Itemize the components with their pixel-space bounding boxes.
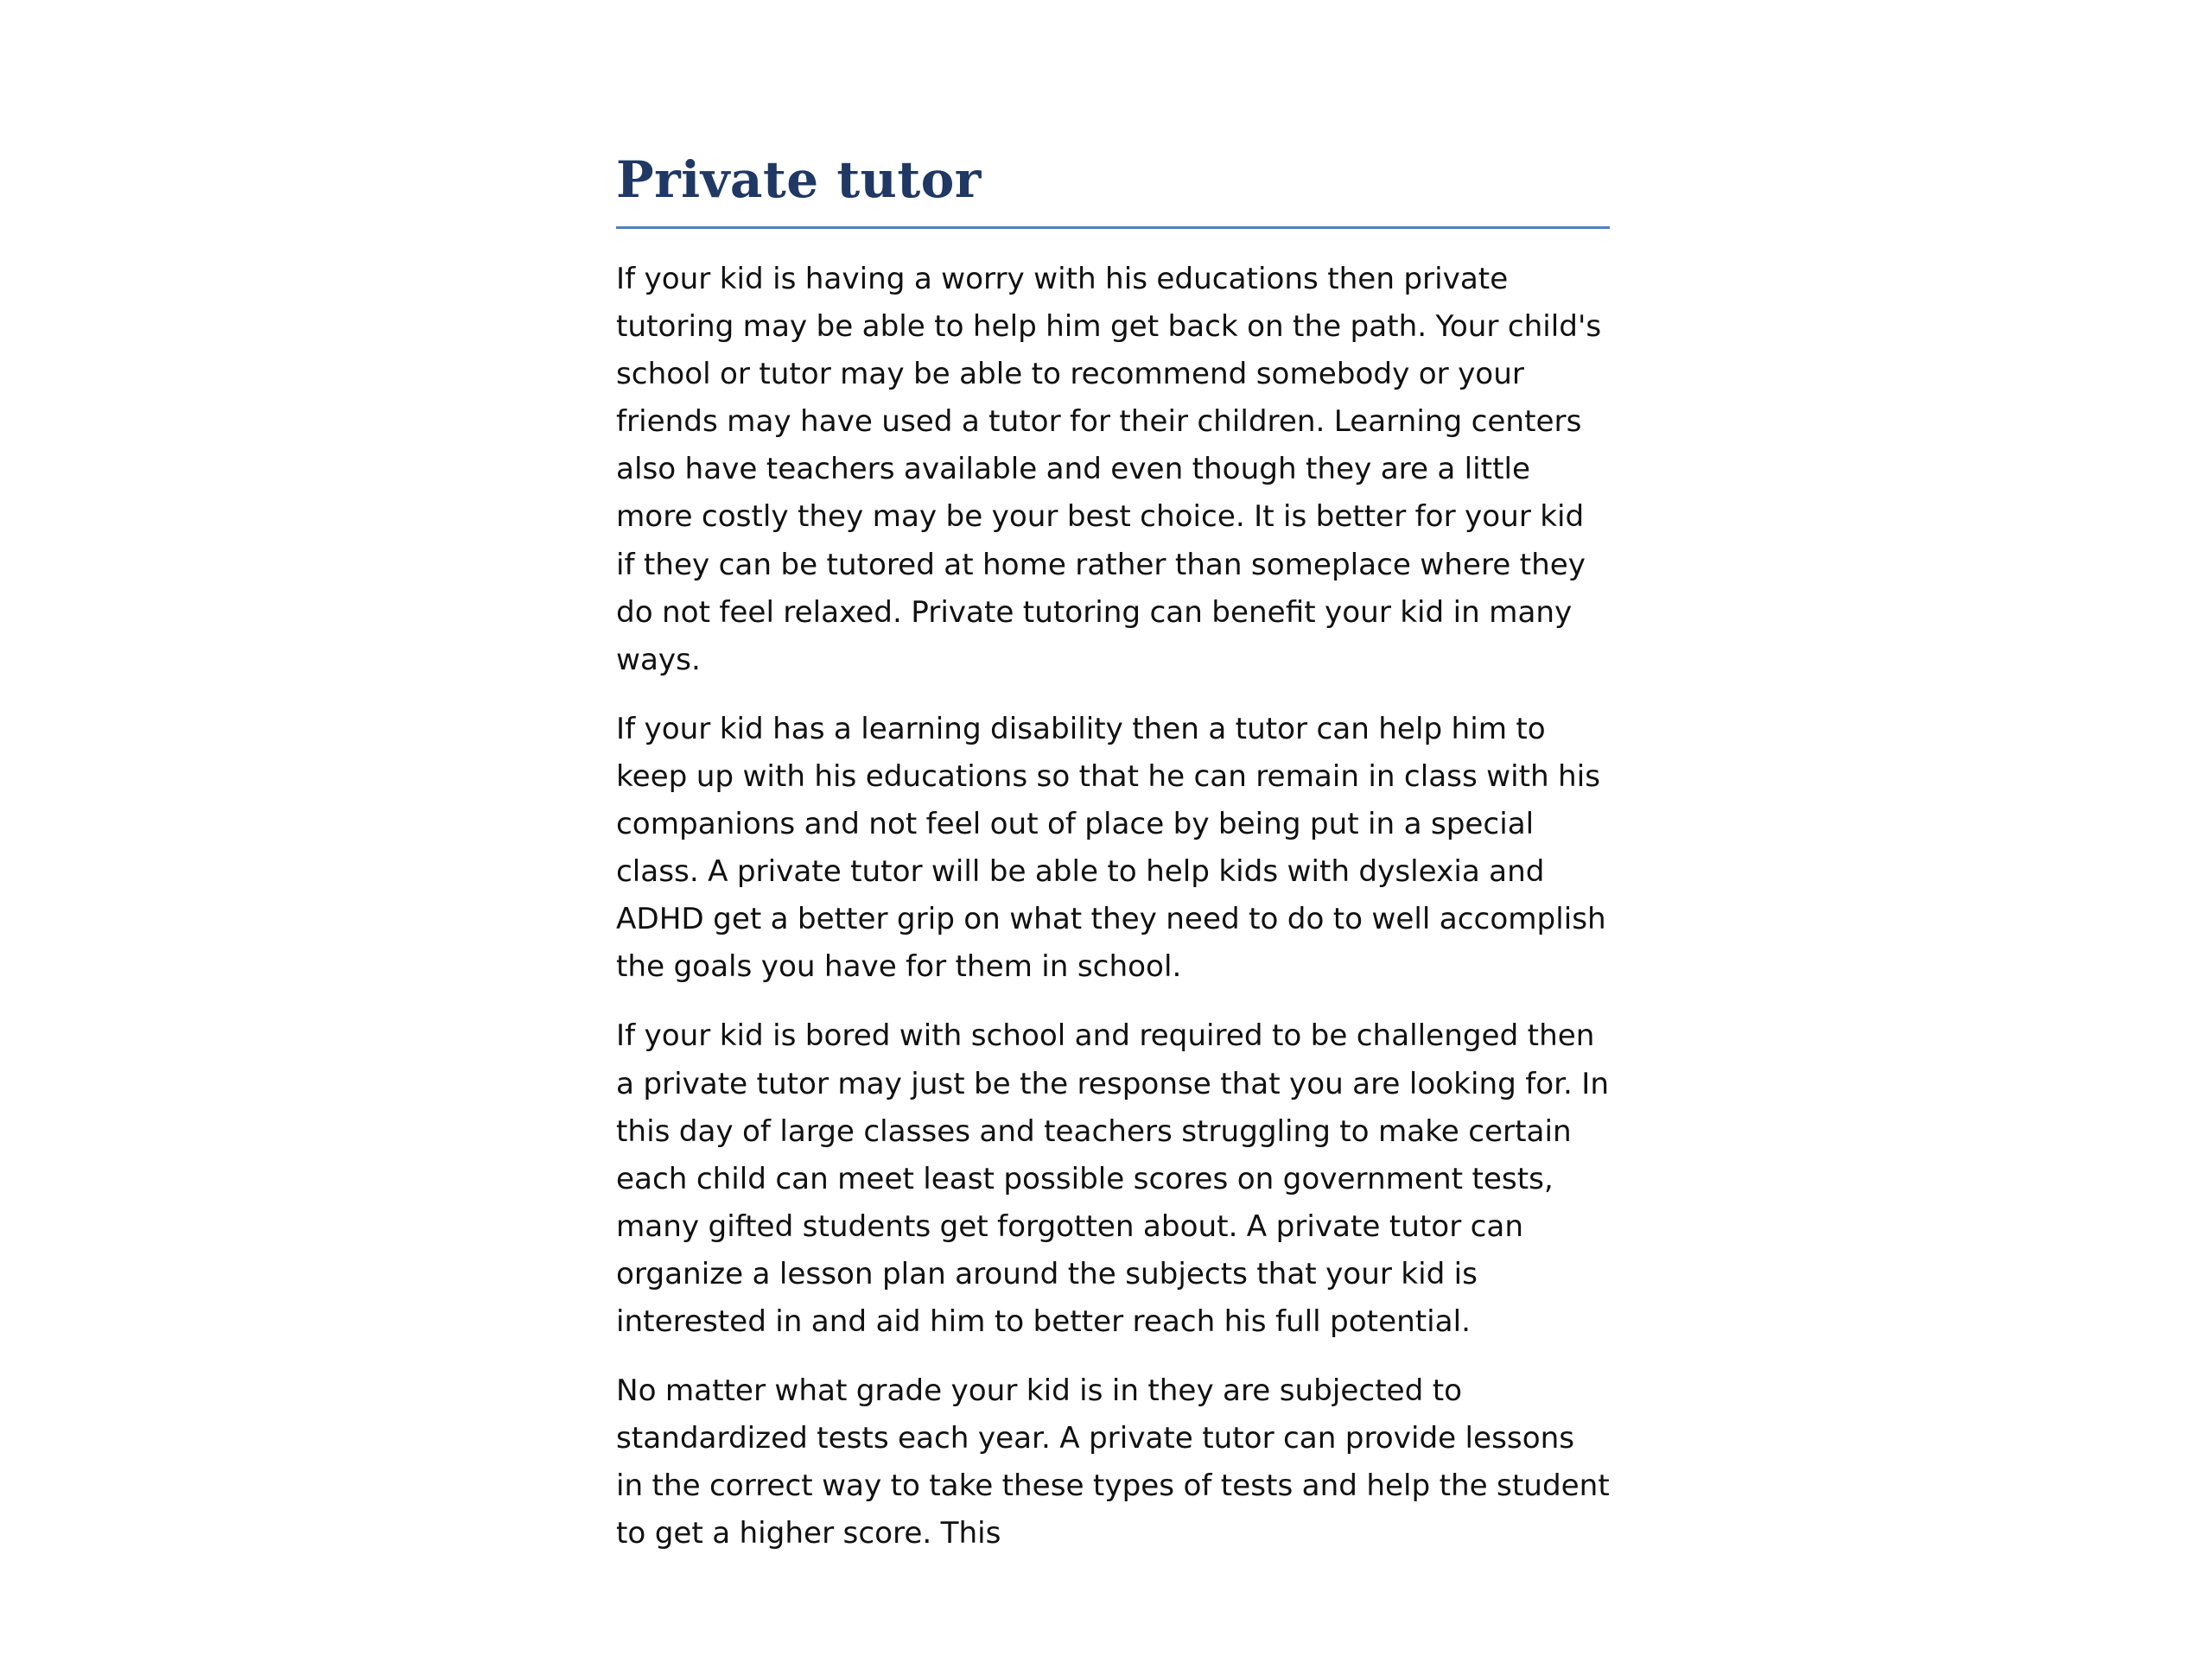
document-title: Private tutor	[616, 145, 1610, 229]
paragraph-2: If your kid has a learning disability then a tutor can help him to keep up with his educations so that he can remain in class with his companions and not feel out of place by being put in a special class. A private tutor will be able to help kids with dyslexia and ADHD get a better grip on what they need to do to well accomplish the goals you have for them in school.	[616, 711, 1606, 985]
document-content	[616, 145, 1610, 1557]
paragraph-3: If your kid is bored with school and required to be challenged then a private tutor may just be the response that you are looking for. In this day of large classes and teachers struggling to make certain each child can meet least possible scores on government tests, many gifted students get forgotten about. A private tutor can organize a lesson plan around the subjects that your kid is interested in and aid him to better reach his full potential.	[616, 1018, 1610, 1339]
paragraph-1: If your kid is having a worry with his educations then private tutoring may be able to help him get back on the path. Your child's school or tutor may be able to recommend somebody or your friends may have used a tutor for their children. Learning centers also have teachers available and even though they are a little more costly they may be your best choice. It is better for your kid if they can be tutored at home rather than someplace where they do not feel relaxed. Private tutoring can benefit your kid in many ways.	[616, 262, 1602, 677]
paragraph-4: No matter what grade your kid is in they are subjected to standardized tests each year. A private tutor can provide lessons in the correct way to take these types of tests and help the student to get a higher score. This	[616, 1373, 1610, 1551]
